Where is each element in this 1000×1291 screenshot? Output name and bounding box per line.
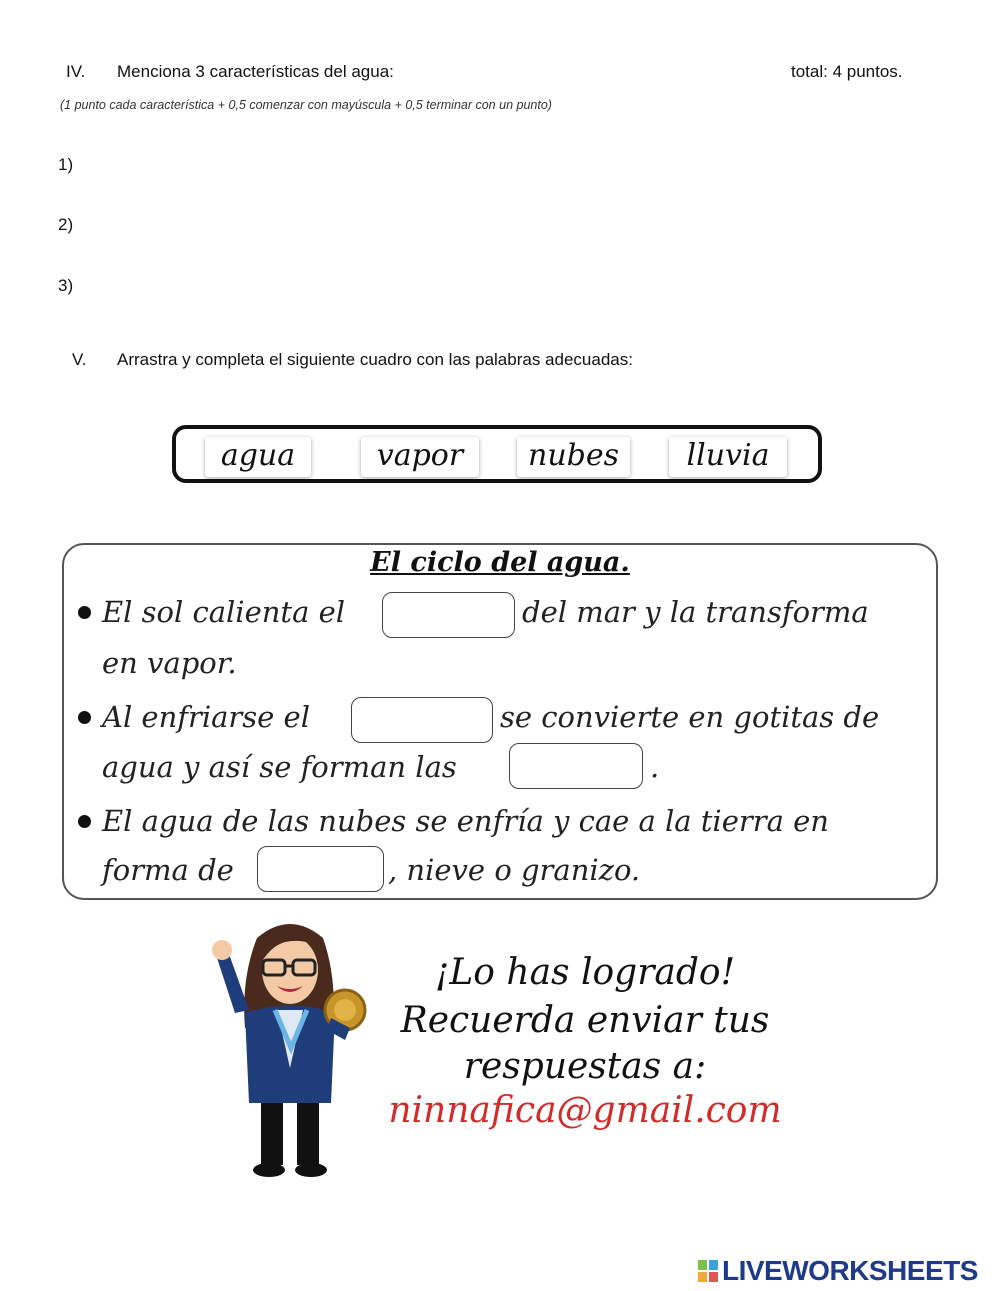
section-iv-total: total: 4 puntos.	[791, 62, 903, 81]
sentence-2-start: Al enfriarse el	[102, 700, 310, 734]
bullet-2	[78, 711, 91, 724]
section-iv-question: Menciona 3 características del agua:	[117, 62, 394, 81]
closing-line-1: ¡Lo has logrado!	[434, 952, 736, 993]
contact-email[interactable]: ninnafica@gmail.com	[388, 1090, 782, 1131]
answer-2-label: 2)	[58, 215, 74, 234]
word-chip-vapor[interactable]: vapor	[361, 437, 479, 477]
cycle-title: El ciclo del agua.	[370, 547, 630, 578]
answer-3-field[interactable]	[90, 271, 930, 301]
section-iv-number: IV.	[66, 62, 86, 81]
word-chip-nubes[interactable]: nubes	[517, 437, 630, 477]
closing-line-2: Recuerda enviar tus	[400, 1000, 770, 1041]
sentence-1-end: del mar y la transforma	[522, 595, 869, 629]
logo-text: LIVEWORKSHEETS	[722, 1255, 978, 1286]
bullet-1	[78, 606, 91, 619]
answer-2-field[interactable]	[90, 210, 930, 240]
liveworksheets-mark-icon	[698, 1260, 718, 1282]
answer-1-field[interactable]	[90, 150, 930, 180]
drop-zone-2[interactable]	[351, 697, 493, 743]
word-chip-agua[interactable]: agua	[205, 437, 311, 477]
drop-zone-1[interactable]	[382, 592, 515, 638]
water-cycle-box	[62, 543, 938, 900]
bullet-3	[78, 815, 91, 828]
scoring-note: (1 punto cada característica + 0,5 comenzar con mayúscula + 0,5 terminar con un punto)	[60, 98, 552, 112]
answer-3-label: 3)	[58, 276, 74, 295]
liveworksheets-logo[interactable]	[698, 1255, 978, 1287]
section-v-question: Arrastra y completa el siguiente cuadro con las palabras adecuadas:	[117, 350, 633, 369]
drop-zone-4[interactable]	[257, 846, 384, 892]
sentence-3-cont: forma de	[102, 853, 234, 887]
teacher-avatar	[205, 918, 380, 1180]
sentence-3-start: El agua de las nubes se enfría y cae a la tierra en	[102, 804, 829, 838]
word-bank	[172, 425, 822, 483]
sentence-2-cont: agua y así se forman las	[102, 750, 457, 784]
word-chip-lluvia[interactable]: lluvia	[669, 437, 787, 477]
sentence-1-start: El sol calienta el	[102, 595, 346, 629]
sentence-2-mid: se convierte en gotitas de	[500, 700, 880, 734]
closing-line-3: respuestas a:	[463, 1046, 707, 1087]
sentence-2-end: .	[650, 750, 660, 784]
sentence-3-end: , nieve o granizo.	[388, 853, 641, 887]
answer-1-label: 1)	[58, 155, 74, 174]
drop-zone-3[interactable]	[509, 743, 643, 789]
sentence-1-cont: en vapor.	[102, 646, 237, 680]
section-v-number: V.	[72, 350, 87, 369]
